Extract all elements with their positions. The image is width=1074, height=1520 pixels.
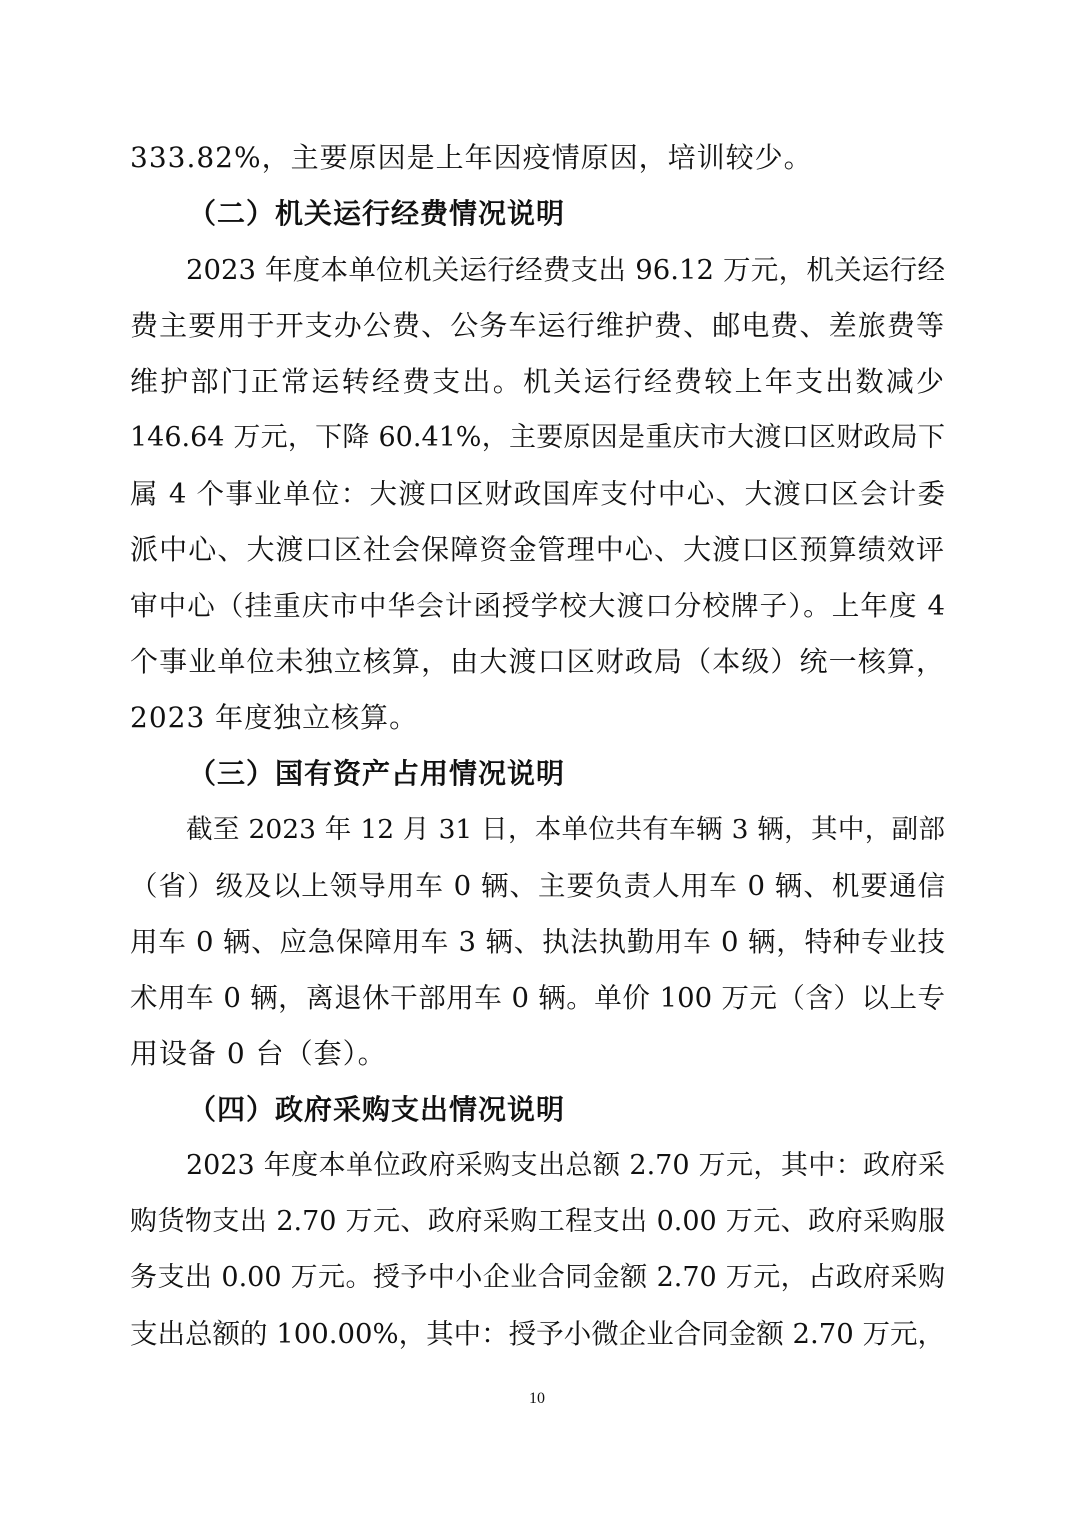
paragraph-line: 个事业单位未独立核算，由大渡口区财政局（本级）统一核算， [130,645,945,678]
paragraph-line: 2023 年度本单位政府采购支出总额 2.70 万元，其中：政府采 [186,1150,945,1181]
paragraph-line: 购货物支出 2.70 万元、政府采购工程支出 0.00 万元、政府采购服 [130,1206,945,1237]
paragraph-line: 2023 年度独立核算。 [130,701,419,734]
paragraph-line: 费主要用于开支办公费、公务车运行维护费、邮电费、差旅费等 [130,309,945,342]
paragraph-line: 维护部门正常运转经费支出。机关运行经费较上年支出数减少 [130,365,945,398]
paragraph-line: 截至 2023 年 12 月 31 日，本单位共有车辆 3 辆，其中，副部 [186,814,945,845]
paragraph-line: 支出总额的 100.00%，其中：授予小微企业合同金额 2.70 万元， [130,1318,945,1350]
paragraph-line: 务支出 0.00 万元。授予中小企业合同金额 2.70 万元，占政府采购 [130,1262,945,1293]
section-heading-3: （三）国有资产占用情况说明 [188,757,566,790]
paragraph-line: 用车 0 辆、应急保障用车 3 辆、执法执勤用车 0 辆，特种专业技 [130,926,945,958]
paragraph-line: 术用车 0 辆，离退休干部用车 0 辆。单价 100 万元（含）以上专 [130,982,945,1014]
paragraph-line: 2023 年度本单位机关运行经费支出 96.12 万元，机关运行经 [186,254,945,286]
section-heading-4: （四）政府采购支出情况说明 [188,1093,566,1126]
paragraph-line: 派中心、大渡口区社会保障资金管理中心、大渡口区预算绩效评 [130,533,945,566]
paragraph-line: 审中心（挂重庆市中华会计函授学校大渡口分校牌子）。上年度 4 [130,590,945,622]
paragraph-line: 用设备 0 台（套）。 [130,1037,387,1070]
section-heading-2: （二）机关运行经费情况说明 [188,197,566,230]
paragraph-line: （省）级及以上领导用车 0 辆、主要负责人用车 0 辆、机要通信 [130,870,945,902]
paragraph-line: 333.82%，主要原因是上年因疫情原因，培训较少。 [130,141,813,174]
page-number: 10 [529,1390,545,1407]
paragraph-line: 146.64 万元，下降 60.41%，主要原因是重庆市大渡口区财政局下 [130,422,945,453]
paragraph-line: 属 4 个事业单位：大渡口区财政国库支付中心、大渡口区会计委 [130,478,945,510]
